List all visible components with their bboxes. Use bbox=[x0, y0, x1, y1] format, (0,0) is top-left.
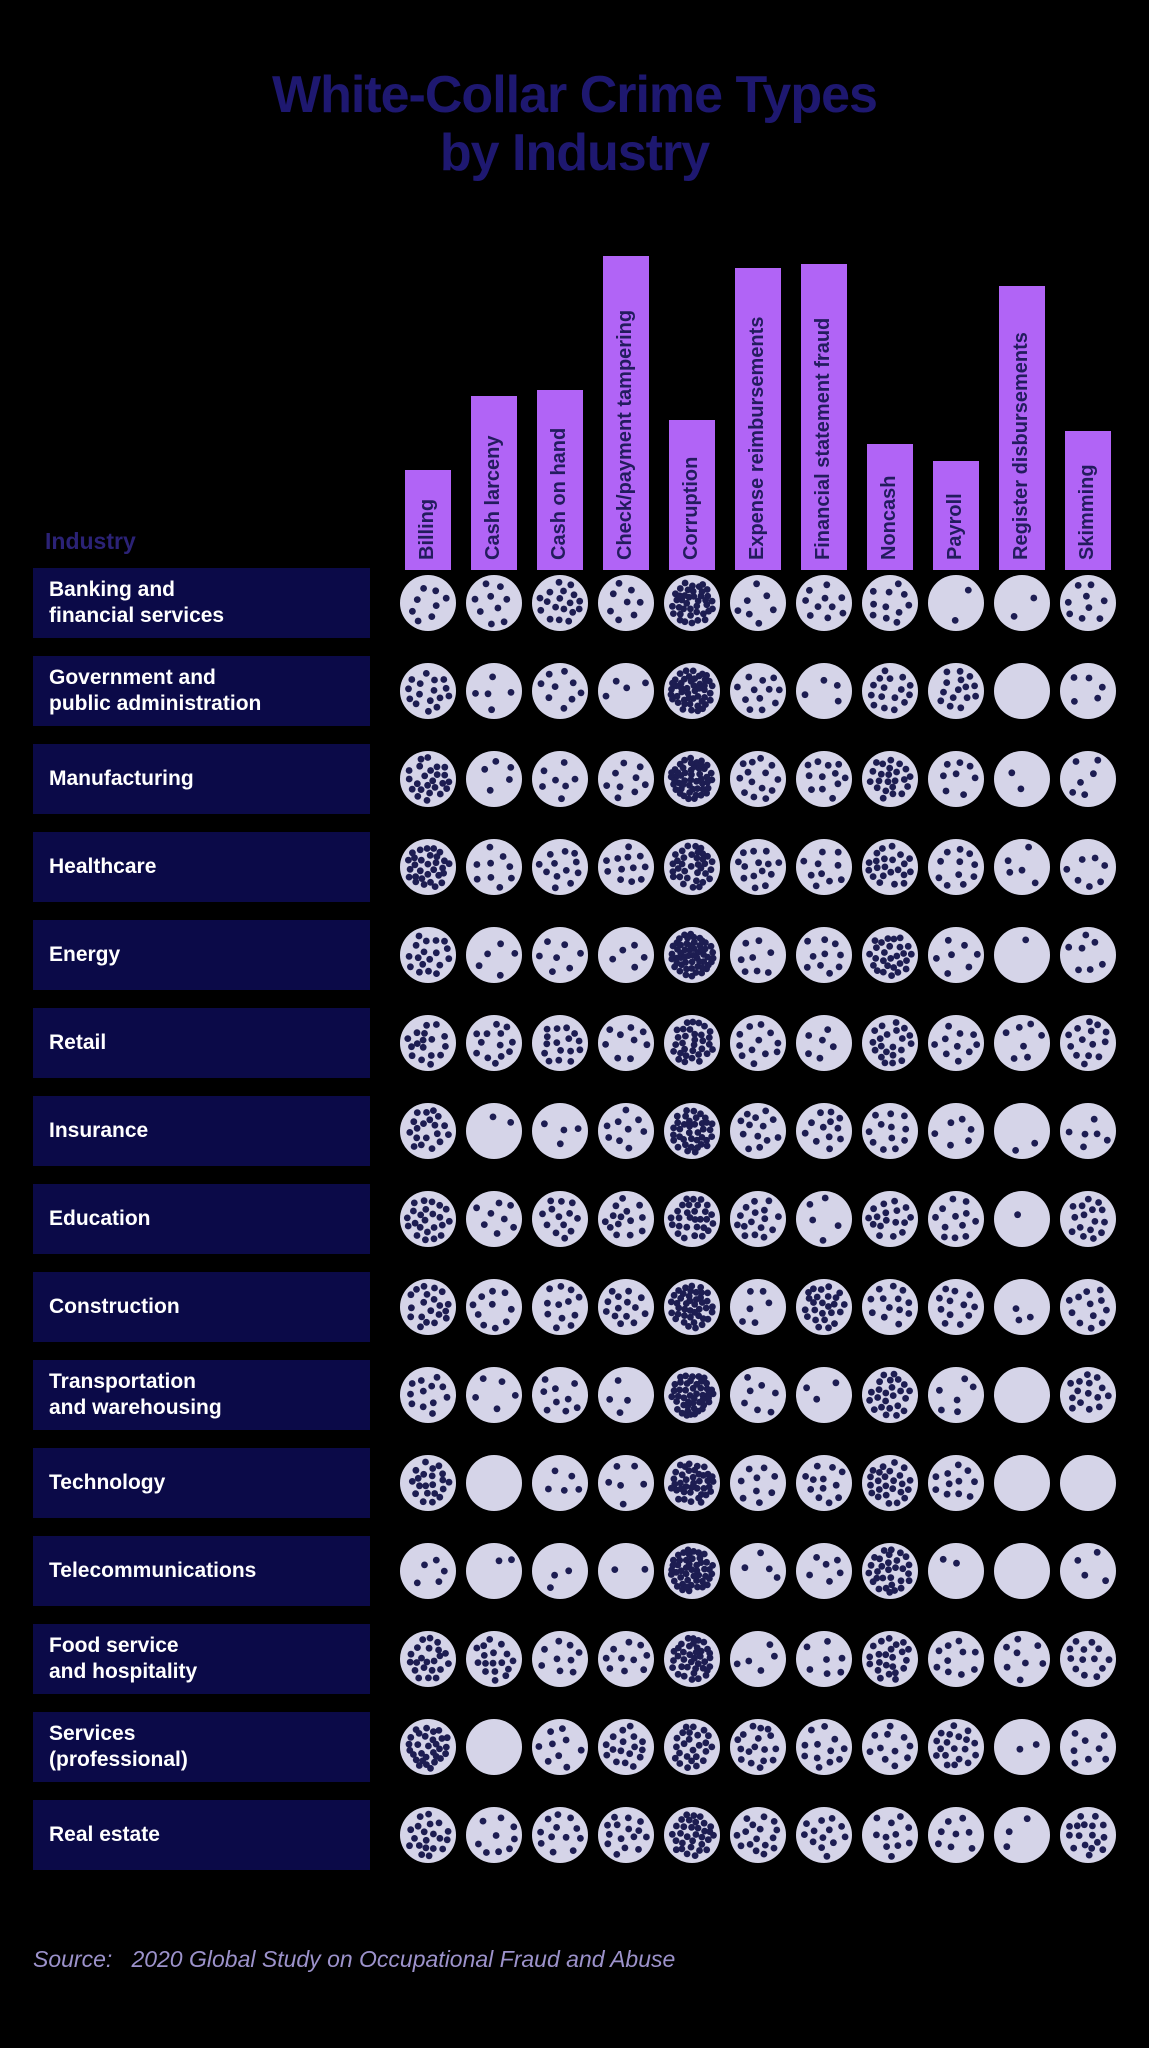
column-header-label: Expense reimbursements bbox=[746, 316, 768, 560]
chart-title-line2: by Industry bbox=[439, 124, 710, 183]
dot-circle bbox=[400, 1191, 456, 1247]
dot-circle bbox=[730, 1543, 786, 1599]
dot-circle bbox=[466, 927, 522, 983]
industry-row-label bbox=[33, 568, 370, 638]
column-header-bar bbox=[867, 444, 913, 570]
dot-circle bbox=[1060, 1015, 1116, 1071]
dot-circle bbox=[1060, 1807, 1116, 1863]
dot-circle bbox=[598, 1367, 654, 1423]
dot-circle bbox=[466, 1807, 522, 1863]
dot-circle bbox=[664, 751, 720, 807]
dot-circle bbox=[730, 663, 786, 719]
dot-circle bbox=[796, 1631, 852, 1687]
dot-circle bbox=[928, 1015, 984, 1071]
industry-row-label-line: Food service bbox=[49, 1633, 179, 1657]
industry-row-label bbox=[33, 832, 370, 902]
dot-circle bbox=[532, 1367, 588, 1423]
dot-circle bbox=[400, 1279, 456, 1335]
dot-circle bbox=[598, 663, 654, 719]
dot-circle bbox=[532, 1455, 588, 1511]
industry-row-label bbox=[33, 1096, 370, 1166]
dot-circle bbox=[532, 1631, 588, 1687]
dot-circle bbox=[1060, 1455, 1116, 1511]
dot-circle bbox=[532, 839, 588, 895]
dot-circle bbox=[928, 751, 984, 807]
dot-circle bbox=[598, 927, 654, 983]
dot-circle bbox=[664, 1719, 720, 1775]
dot-circle bbox=[730, 1103, 786, 1159]
industry-row-label-line: Real estate bbox=[49, 1822, 160, 1846]
industry-row-label-line: Banking and bbox=[49, 577, 176, 601]
dot-circle bbox=[862, 575, 918, 631]
column-header-label: Financial statement fraud bbox=[812, 317, 834, 560]
dot-circle bbox=[400, 927, 456, 983]
dot-circle bbox=[928, 1191, 984, 1247]
dot-circle bbox=[532, 1015, 588, 1071]
dot-circle bbox=[994, 839, 1050, 895]
dot-circle bbox=[664, 1015, 720, 1071]
dot-circle bbox=[1060, 575, 1116, 631]
dot-circle bbox=[664, 1543, 720, 1599]
dot-circle bbox=[466, 1543, 522, 1599]
dot-circle bbox=[466, 1015, 522, 1071]
dot-circle bbox=[598, 1543, 654, 1599]
column-header-bar bbox=[471, 396, 517, 570]
column-header-bar bbox=[801, 264, 847, 570]
dot-circle bbox=[1060, 1279, 1116, 1335]
dot-circle bbox=[598, 575, 654, 631]
industry-row-label bbox=[33, 1800, 370, 1870]
dot-circle bbox=[994, 1455, 1050, 1511]
dot-circle bbox=[862, 1455, 918, 1511]
column-header-bar bbox=[1065, 431, 1111, 570]
industry-row-label-line: Services bbox=[49, 1721, 136, 1745]
column-header-bar bbox=[735, 268, 781, 570]
dot-circle bbox=[862, 751, 918, 807]
dot-circle bbox=[532, 1543, 588, 1599]
industry-row-label-line: Healthcare bbox=[49, 854, 157, 878]
dot-circle bbox=[796, 839, 852, 895]
dot-circle bbox=[862, 1015, 918, 1071]
dot-circle bbox=[466, 1103, 522, 1159]
industry-row-label-line: financial services bbox=[49, 604, 225, 627]
dot-circle bbox=[598, 1719, 654, 1775]
dot-circle bbox=[796, 1103, 852, 1159]
dot-circle bbox=[862, 1367, 918, 1423]
dot-circle bbox=[598, 1807, 654, 1863]
dot-circle bbox=[796, 663, 852, 719]
dot-circle bbox=[532, 751, 588, 807]
dot-circle bbox=[862, 1719, 918, 1775]
column-header-label: Cash larceny bbox=[482, 435, 504, 560]
industry-row-label bbox=[33, 920, 370, 990]
industry-row-label bbox=[33, 1360, 370, 1430]
dot-circle bbox=[994, 1719, 1050, 1775]
dot-circle bbox=[400, 1543, 456, 1599]
industry-column-header: Industry bbox=[45, 528, 136, 554]
column-header-label: Cash on hand bbox=[548, 427, 570, 560]
dot-circle bbox=[730, 1191, 786, 1247]
dot-circle bbox=[730, 1807, 786, 1863]
industry-row-label-line: Construction bbox=[49, 1294, 180, 1318]
dot-circle bbox=[400, 1719, 456, 1775]
dot-circle bbox=[466, 839, 522, 895]
industry-row-label-line: Transportation bbox=[49, 1369, 197, 1393]
dot-circle bbox=[928, 1367, 984, 1423]
dot-circle bbox=[862, 1191, 918, 1247]
dot-circle bbox=[796, 1455, 852, 1511]
industry-row-label bbox=[33, 1624, 370, 1694]
dot-circle bbox=[730, 1015, 786, 1071]
dot-circle bbox=[400, 1015, 456, 1071]
dot-circle bbox=[928, 1543, 984, 1599]
column-header-label: Payroll bbox=[944, 493, 966, 560]
column-header-label: Register disbursements bbox=[1010, 332, 1032, 560]
industry-row-label bbox=[33, 1712, 370, 1782]
dot-circle bbox=[598, 1631, 654, 1687]
dot-circle bbox=[862, 839, 918, 895]
dot-circle bbox=[532, 663, 588, 719]
dot-circle bbox=[994, 1631, 1050, 1687]
industry-row-label-line: Energy bbox=[49, 942, 121, 966]
industry-row-label bbox=[33, 744, 370, 814]
column-header-bar bbox=[999, 286, 1045, 570]
industry-row-label-line: Manufacturing bbox=[49, 766, 194, 790]
column-header-label: Noncash bbox=[878, 475, 900, 560]
dot-circle bbox=[1060, 839, 1116, 895]
column-header-bar bbox=[405, 470, 451, 570]
dot-circle bbox=[796, 1719, 852, 1775]
dot-circle bbox=[862, 1279, 918, 1335]
dot-circle bbox=[532, 575, 588, 631]
dot-circle bbox=[466, 1367, 522, 1423]
dot-circle bbox=[796, 1543, 852, 1599]
dot-circle bbox=[730, 1279, 786, 1335]
dot-circle bbox=[928, 1719, 984, 1775]
dot-circle bbox=[730, 1455, 786, 1511]
dot-circle bbox=[532, 1807, 588, 1863]
source-text: 2020 Global Study on Occupational Fraud and Abuse bbox=[131, 1946, 676, 1972]
chart-title bbox=[0, 66, 1149, 182]
dot-circle bbox=[994, 1807, 1050, 1863]
dot-circle bbox=[664, 1103, 720, 1159]
dot-circle bbox=[664, 575, 720, 631]
dot-circle bbox=[664, 1455, 720, 1511]
column-header-bar bbox=[603, 256, 649, 570]
dot-circle bbox=[466, 751, 522, 807]
industry-row-label-line: (professional) bbox=[49, 1748, 188, 1771]
column-header-bar bbox=[669, 420, 715, 570]
dot-circle bbox=[928, 839, 984, 895]
dot-circle bbox=[400, 1455, 456, 1511]
dot-circle bbox=[730, 839, 786, 895]
dot-circle bbox=[994, 1279, 1050, 1335]
dot-circle bbox=[994, 575, 1050, 631]
dot-circle bbox=[796, 575, 852, 631]
dot-circle bbox=[796, 1367, 852, 1423]
dot-circle bbox=[862, 1543, 918, 1599]
dot-circle bbox=[598, 1015, 654, 1071]
chart-title-line1: White-Collar Crime Types bbox=[272, 66, 877, 124]
dot-circle bbox=[796, 1191, 852, 1247]
dot-circle bbox=[532, 927, 588, 983]
dot-circle bbox=[598, 1191, 654, 1247]
industry-row-label-line: Education bbox=[49, 1206, 151, 1230]
dot-circle bbox=[796, 927, 852, 983]
dot-circle bbox=[796, 1015, 852, 1071]
dot-circle bbox=[598, 839, 654, 895]
source-caption bbox=[33, 1946, 675, 1973]
dot-circle bbox=[994, 927, 1050, 983]
dot-circle bbox=[400, 1631, 456, 1687]
dot-circle bbox=[994, 1367, 1050, 1423]
dot-circle bbox=[532, 1279, 588, 1335]
dot-circle bbox=[400, 1103, 456, 1159]
dot-circle bbox=[664, 1279, 720, 1335]
dot-circle bbox=[664, 839, 720, 895]
dot-circle bbox=[1060, 751, 1116, 807]
dot-circle bbox=[664, 1631, 720, 1687]
dot-circle bbox=[994, 1191, 1050, 1247]
dot-circle bbox=[928, 1455, 984, 1511]
dot-circle bbox=[862, 663, 918, 719]
dot-circle bbox=[1060, 1191, 1116, 1247]
industry-row-label-line: public administration bbox=[49, 692, 262, 715]
column-header-label: Corruption bbox=[680, 456, 702, 560]
industry-row-label-line: Government and bbox=[49, 665, 216, 689]
industry-row-label-line: Insurance bbox=[49, 1118, 149, 1142]
dot-circle bbox=[598, 751, 654, 807]
dot-circle bbox=[994, 751, 1050, 807]
dot-circle bbox=[466, 663, 522, 719]
dot-circle bbox=[928, 1631, 984, 1687]
dot-circle bbox=[598, 1103, 654, 1159]
dot-circle bbox=[664, 1807, 720, 1863]
dot-circle bbox=[730, 1719, 786, 1775]
industry-row-label bbox=[33, 1536, 370, 1606]
dot-circle bbox=[928, 927, 984, 983]
dot-circle bbox=[466, 1279, 522, 1335]
dot-circle bbox=[400, 575, 456, 631]
dot-circle bbox=[1060, 1103, 1116, 1159]
dot-circle bbox=[400, 839, 456, 895]
column-header-label: Skimming bbox=[1076, 464, 1098, 560]
dot-circle bbox=[994, 1543, 1050, 1599]
source-prefix: Source: bbox=[33, 1946, 113, 1972]
dot-circle bbox=[532, 1719, 588, 1775]
column-header-label: Check/payment tampering bbox=[614, 309, 636, 560]
dot-circle bbox=[928, 1807, 984, 1863]
dot-circle bbox=[730, 1367, 786, 1423]
dot-circle bbox=[928, 575, 984, 631]
dot-circle bbox=[400, 663, 456, 719]
industry-row-label-line: Technology bbox=[49, 1470, 166, 1494]
dot-circle bbox=[400, 751, 456, 807]
dot-circle bbox=[994, 1015, 1050, 1071]
industry-row-label bbox=[33, 1184, 370, 1254]
dot-circle bbox=[928, 663, 984, 719]
dot-circle bbox=[1060, 1631, 1116, 1687]
dot-circle bbox=[730, 575, 786, 631]
dot-circle bbox=[466, 1631, 522, 1687]
dot-circle bbox=[1060, 1367, 1116, 1423]
industry-row-label bbox=[33, 1272, 370, 1342]
dot-circle bbox=[466, 1719, 522, 1775]
dot-circle bbox=[1060, 1543, 1116, 1599]
dot-circle bbox=[532, 1191, 588, 1247]
dot-circle bbox=[598, 1455, 654, 1511]
dot-circle bbox=[928, 1103, 984, 1159]
industry-row-label bbox=[33, 1008, 370, 1078]
dot-circle bbox=[796, 1279, 852, 1335]
dot-circle bbox=[928, 1279, 984, 1335]
column-header-bar bbox=[933, 461, 979, 570]
dot-circle bbox=[664, 663, 720, 719]
dot-circle bbox=[466, 1455, 522, 1511]
dot-circle bbox=[730, 927, 786, 983]
dot-circle bbox=[466, 575, 522, 631]
dot-circle bbox=[1060, 1719, 1116, 1775]
dot-circle bbox=[532, 1103, 588, 1159]
industry-row-label-line: Retail bbox=[49, 1030, 107, 1054]
column-header-bar bbox=[537, 390, 583, 570]
dot-circle bbox=[730, 1631, 786, 1687]
dot-circle bbox=[862, 927, 918, 983]
dot-circle bbox=[664, 1367, 720, 1423]
dot-circle bbox=[862, 1103, 918, 1159]
dot-circle bbox=[400, 1807, 456, 1863]
column-header-label: Billing bbox=[416, 498, 438, 560]
dot-circle bbox=[862, 1807, 918, 1863]
industry-row-label bbox=[33, 1448, 370, 1518]
industry-row-label bbox=[33, 656, 370, 726]
dot-circle bbox=[994, 663, 1050, 719]
dot-circle bbox=[1060, 663, 1116, 719]
dot-circle bbox=[730, 751, 786, 807]
dot-circle bbox=[664, 1191, 720, 1247]
industry-row-label-line: Telecommunications bbox=[49, 1558, 257, 1582]
dot-circle bbox=[796, 1807, 852, 1863]
dot-circle bbox=[400, 1367, 456, 1423]
dot-circle bbox=[466, 1191, 522, 1247]
dot-circle bbox=[598, 1279, 654, 1335]
dot-circle bbox=[994, 1103, 1050, 1159]
dot-circle bbox=[796, 751, 852, 807]
dot-circle bbox=[664, 927, 720, 983]
industry-row-label-line: and warehousing bbox=[49, 1396, 222, 1419]
dot-circle bbox=[862, 1631, 918, 1687]
dot-circle bbox=[1060, 927, 1116, 983]
industry-row-label-line: and hospitality bbox=[49, 1660, 198, 1683]
